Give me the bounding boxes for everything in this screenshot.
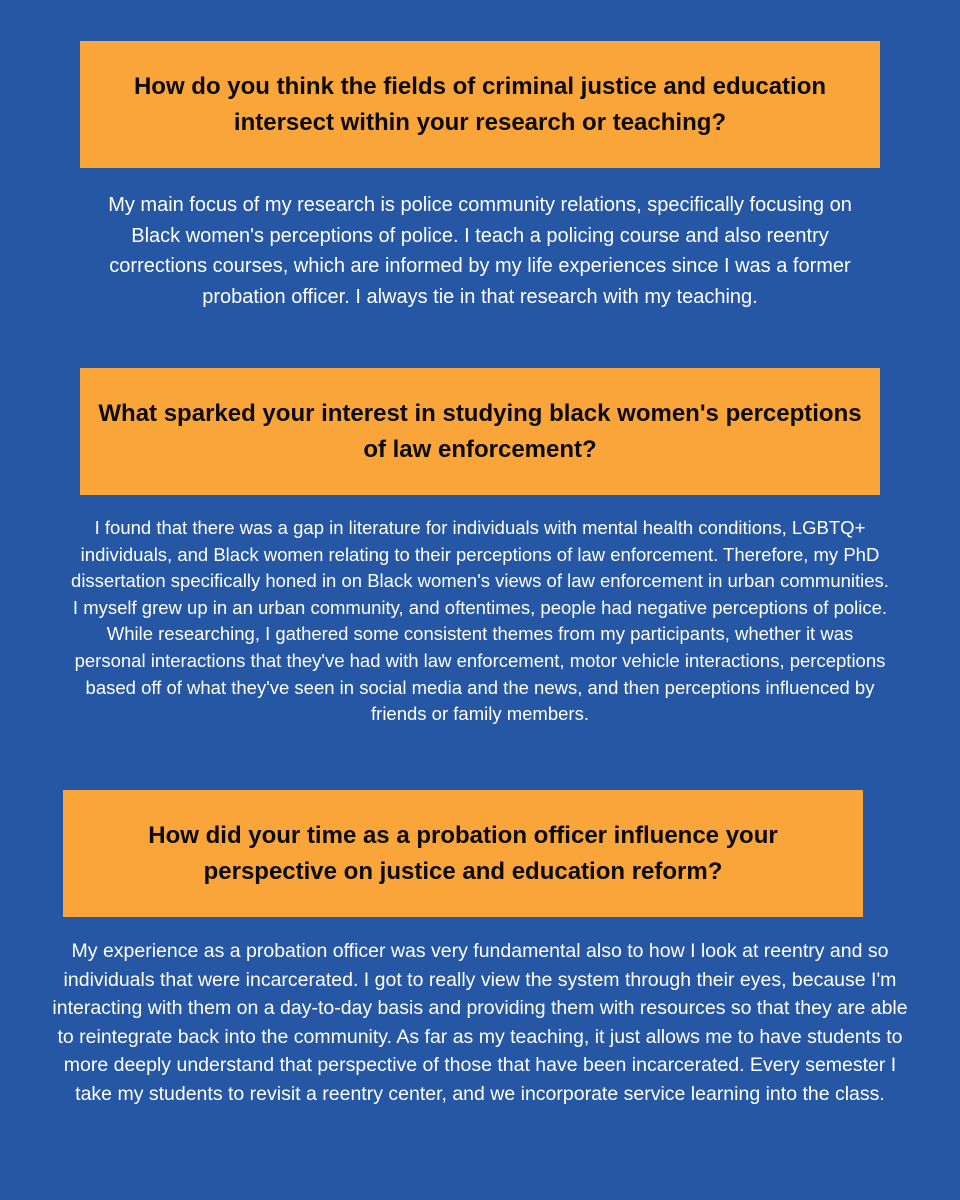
question-3-text: How did your time as a probation officer influence your perspective on justice and education reform? <box>148 821 778 885</box>
answer-1-text: My main focus of my research is police community relations, specifically focusing on Black women's perceptions of police. I teach a policing course and also reentry corrections courses, which are informed by my life experiences since I was a former probation officer. I always tie in that research with my teaching. <box>108 194 852 308</box>
answer-2-text: I found that there was a gap in literature for individuals with mental health conditions, LGBTQ+ individuals, and Black women relating to their perceptions of law enforcement. Therefore, my PhD dissertation specifically honed in on Black women's views of law enforcement in urban communities. I myself grew up in an urban community, and oftentimes, people had negative perceptions of police. While researching, I gathered some consistent themes from my participants, whether it was personal interactions that they've had with law enforcement, motor vehicle interactions, perceptions based off of what they've seen in social media and the news, and then perceptions influenced by friends or family members. <box>71 517 889 725</box>
answer-3-text: My experience as a probation officer was very fundamental also to how I look at reentry and so individuals that were incarcerated. I got to really view the system through their eyes, because I'm interacting with them on a day-to-day basis and providing them with resources so that they are able to reintegrate back into the community. As far as my teaching, it just allows me to have students to more deeply understand that perspective of those that have been incarcerated. Every semester I take my students to revisit a reentry center, and we incorporate service learning into the class. <box>52 940 908 1105</box>
question-box-2 <box>80 368 880 495</box>
question-box-3 <box>63 790 863 917</box>
question-box-1 <box>80 41 880 168</box>
question-2-text: What sparked your interest in studying black women's perceptions of law enforcement? <box>98 399 862 463</box>
question-1-text: How do you think the fields of criminal justice and education intersect within your research or teaching? <box>133 72 827 136</box>
